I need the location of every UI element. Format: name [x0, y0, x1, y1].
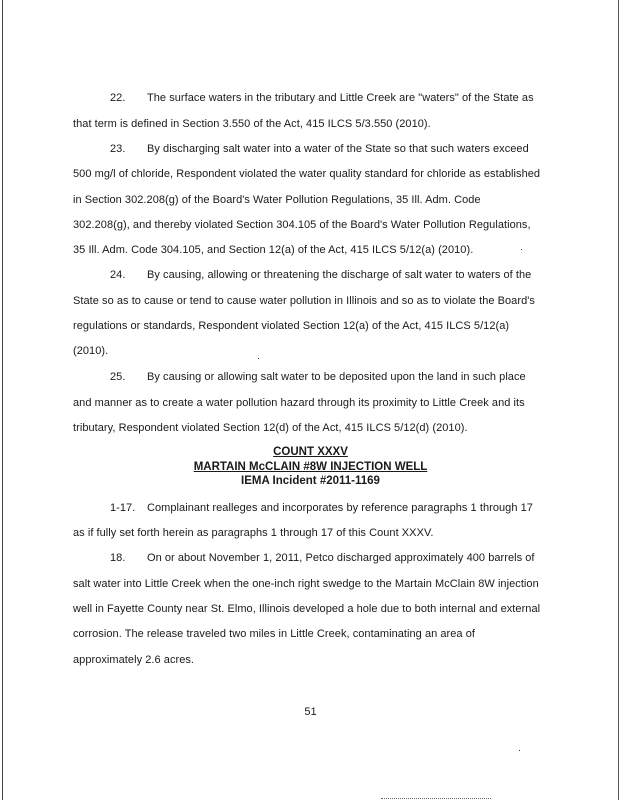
paragraph-23-line-3: in Section 302.208(g) of the Board's Water Pollution Regulations, 35 Ill. Adm. Code: [73, 194, 481, 206]
paragraph-1-17-line-1: [110, 502, 533, 514]
paragraph-number: 23.: [110, 143, 126, 155]
count-title-text: COUNT XXXV: [273, 446, 348, 458]
paragraph-25-line-2: and manner as to create a water pollution hazard through its proximity to Little Creek and its: [73, 397, 525, 409]
paragraph-18-line-2: salt water into Little Creek when the one-inch right swedge to the Martain McClain 8W injection: [73, 578, 539, 590]
paragraph-1-17-line-2: as if fully set forth herein as paragraphs 1 through 17 of this Count XXXV.: [73, 527, 434, 539]
well-title-text: MARTAIN McCLAIN #8W INJECTION WELL: [193, 461, 428, 473]
paragraph-text: On or about November 1, 2011, Petco discharged approximately 400 barrels of: [147, 552, 535, 564]
paragraph-23-line-4: 302.208(g), and thereby violated Section 304.105 of the Board's Water Pollution Regulations,: [73, 219, 531, 231]
paragraph-23-line-5: 35 Ill. Adm. Code 304.105, and Section 12(a) of the Act, 415 ILCS 5/12(a) (2010).: [73, 244, 474, 256]
paragraph-24-line-3: regulations or standards, Respondent violated Section 12(a) of the Act, 415 ILCS 5/12(a): [73, 320, 510, 332]
incident-title-text: IEMA Incident #2011-1169: [241, 475, 380, 487]
count-title: [0, 446, 621, 458]
page-number: 51: [304, 706, 317, 718]
paragraph-number: 24.: [110, 269, 126, 281]
paragraph-number: 18.: [110, 552, 126, 564]
paragraph-18-line-3: well in Fayette County near St. Elmo, Illinois developed a hole due to both internal and external: [73, 603, 541, 615]
paragraph-25-line-3: tributary, Respondent violated Section 12(d) of the Act, 415 ILCS 5/12(d) (2010).: [73, 422, 468, 434]
paragraph-24-line-4: (2010).: [73, 345, 109, 357]
paragraph-24-line-2: State so as to cause or tend to cause water pollution in Illinois and so as to violate the Board's: [73, 295, 535, 307]
scan-speck: [258, 358, 259, 359]
paragraph-18-line-1: [110, 552, 535, 564]
incident-title: [0, 475, 621, 487]
paragraph-text: By causing or allowing salt water to be deposited upon the land in such place: [147, 371, 526, 383]
scan-edge-right: [618, 0, 619, 800]
paragraph-23-line-1: [110, 143, 529, 155]
paragraph-18-line-4: corrosion. The release traveled two miles in Little Creek, contaminating an area of: [73, 628, 475, 640]
paragraph-text: Complainant realleges and incorporates by reference paragraphs 1 through 17: [147, 502, 533, 514]
paragraph-text: By discharging salt water into a water of the State so that such waters exceed: [147, 143, 529, 155]
paragraph-22-line-2: that term is defined in Section 3.550 of the Act, 415 ILCS 5/3.550 (2010).: [73, 118, 431, 130]
paragraph-25-line-1: [110, 371, 526, 383]
paragraph-18-line-5: approximately 2.6 acres.: [73, 654, 195, 666]
scan-edge-left: [2, 0, 3, 800]
paragraph-24-line-1: [110, 269, 531, 281]
paragraph-23-line-2: 500 mg/l of chloride, Respondent violated the water quality standard for chloride as established: [73, 168, 541, 180]
paragraph-number: 22.: [110, 92, 126, 104]
paragraph-number: 1-17.: [110, 502, 136, 514]
paragraph-22-line-1: [110, 92, 534, 104]
well-title: [0, 461, 621, 473]
paragraph-number: 25.: [110, 371, 126, 383]
paragraph-text: By causing, allowing or threatening the discharge of salt water to waters of the: [147, 269, 532, 281]
scan-speck: [521, 249, 522, 250]
paragraph-text: The surface waters in the tributary and Little Creek are "waters" of the State as: [147, 92, 534, 104]
scan-bottom-edge: [381, 797, 491, 799]
scan-speck: [519, 750, 520, 751]
